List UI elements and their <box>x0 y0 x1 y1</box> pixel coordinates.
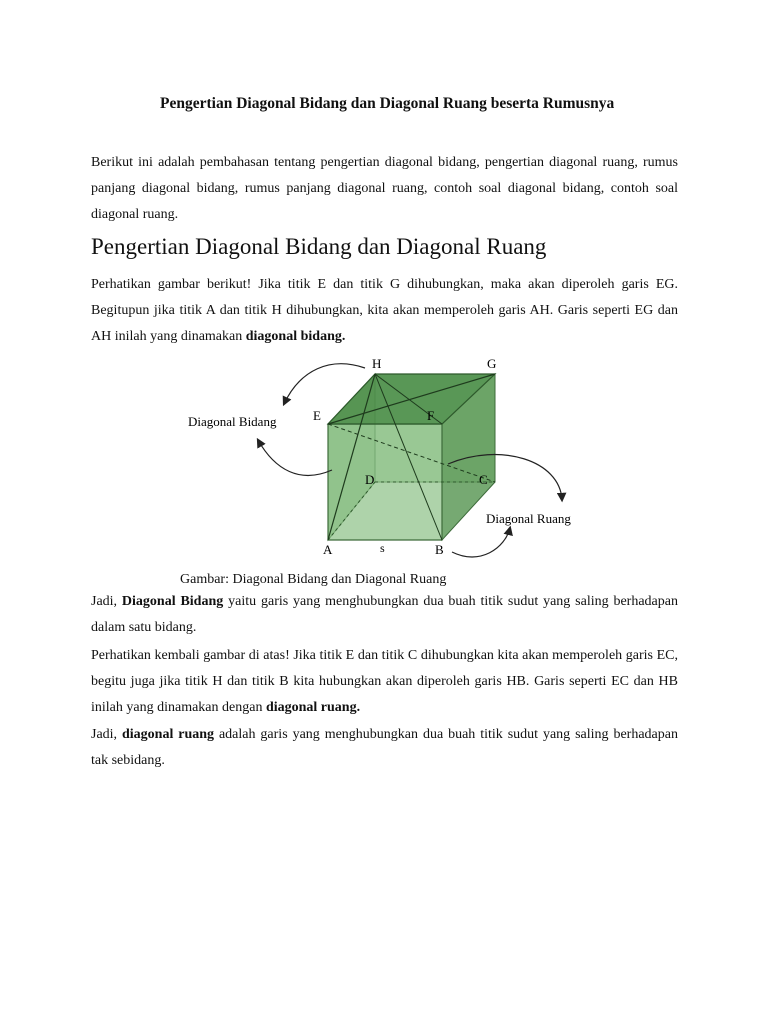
paragraph-face-diagonal <box>91 272 678 350</box>
paragraph-text: Jadi, <box>91 594 122 609</box>
bold-term: Diagonal Bidang <box>121 594 224 609</box>
bold-term: diagonal bidang. <box>245 329 346 344</box>
intro-paragraph: Berikut ini adalah pembahasan tentang pengertian diagonal bidang, pengertian diagonal ruang, rumus panjang diagonal bidang, rumus panjang diagonal ruang, contoh soal diagonal bidang, contoh soal diagonal ruang. <box>91 155 678 222</box>
vertex-label-e: E <box>313 408 321 423</box>
vertex-label-d: D <box>365 472 375 487</box>
paragraph-text: adalah garis yang menghubungkan dua buah titik sudut yang saling berhadapan tak sebidang. <box>91 727 678 768</box>
figure-caption: Gambar: Diagonal Bidang dan Diagonal Ruang <box>180 572 447 587</box>
arrow-to-diagonal-bidang-lower <box>258 440 332 475</box>
vertex-label-g: G <box>487 356 497 371</box>
label-diagonal-ruang: Diagonal Ruang <box>486 511 571 526</box>
bold-term: diagonal ruang <box>121 727 215 742</box>
paragraph-definition-face <box>91 589 678 641</box>
vertex-label-a: A <box>323 542 333 557</box>
cube-figure <box>180 352 600 564</box>
paragraph-text: yaitu garis yang menghubungkan dua buah titik sudut yang saling berhadapan dalam satu bidang. <box>91 594 678 635</box>
vertex-label-c: C <box>479 472 488 487</box>
paragraph-text: Jadi, <box>91 727 122 742</box>
arrow-to-diagonal-ruang-lower <box>452 528 510 557</box>
paragraph-definition-space <box>91 722 678 774</box>
edge-label-s: s <box>380 541 385 555</box>
vertex-label-b: B <box>435 542 444 557</box>
bold-term: diagonal ruang. <box>265 700 361 715</box>
vertex-label-f: F <box>427 408 435 423</box>
paragraph-text: Perhatikan kembali gambar di atas! Jika titik E dan titik C dihubungkan kita akan memperoleh garis EC, begitu juga jika titik H dan titik B kita hubungkan akan diperoleh garis HB. Garis seperti EC dan HB inilah yang dinamakan dengan <box>91 648 678 715</box>
label-diagonal-bidang: Diagonal Bidang <box>188 414 277 429</box>
document-title: Pengertian Diagonal Bidang dan Diagonal Ruang beserta Rumusnya <box>160 95 615 112</box>
paragraph-text: Perhatikan gambar berikut! Jika titik E dan titik G dihubungkan, maka akan diperoleh garis EG. Begitupun jika titik A dan titik H dihubungkan, kita akan memperoleh garis AH. Garis seperti EG dan AH inilah yang dinamakan <box>91 277 678 344</box>
cube-diagram <box>180 352 600 564</box>
section-heading: Pengertian Diagonal Bidang dan Diagonal Ruang <box>91 234 547 259</box>
vertex-label-h: H <box>372 356 382 371</box>
paragraph-space-diagonal <box>91 643 678 721</box>
